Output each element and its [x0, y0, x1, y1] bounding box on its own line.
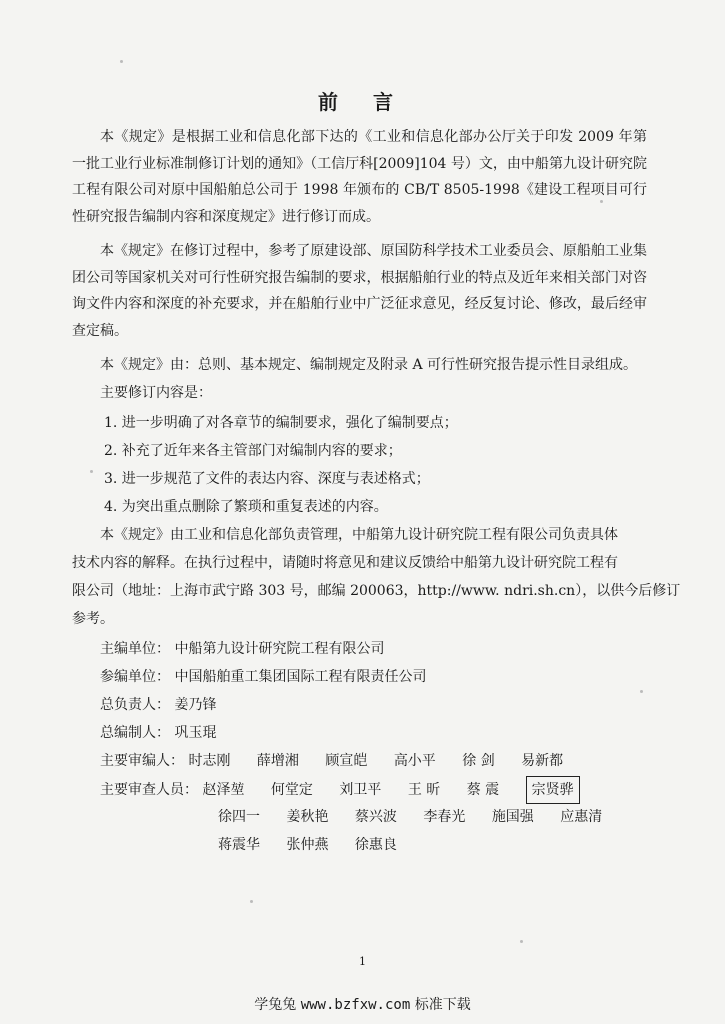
editor-name: 顾宣皑 [325, 753, 368, 769]
reviewer-name: 蔡兴波 [354, 809, 397, 825]
reviewer-name: 蔡 震 [466, 782, 500, 798]
list-item: 2. 补充了近年来各主管部门对编制内容的要求； [104, 443, 402, 459]
reviewer-name: 张仲燕 [286, 837, 329, 853]
paragraph-4: 主要修订内容是： [100, 385, 212, 401]
editor-name: 时志刚 [188, 753, 231, 769]
scan-speck [520, 940, 523, 943]
paragraph-5-line-2: 技术内容的解释。在执行过程中，请随时将意见和建议反馈给中船第九设计研究院工程有 [72, 555, 618, 571]
participating-unit: 参编单位： 中国船舶重工集团国际工程有限责任公司 [100, 669, 427, 685]
reviewer-name: 姜秋艳 [286, 809, 329, 825]
paragraph-5-line-4: 参考。 [72, 611, 114, 627]
editor-name: 薛增湘 [256, 753, 299, 769]
editor-name: 易新都 [521, 753, 564, 769]
paragraph-2: 本《规定》在修订过程中，参考了原建设部、原国防科学技术工业委员会、原船舶工业集团公司等国家机关对可行性研究报告编制的要求，根据船舶行业的特点及近年来相关部门对咨询文件内容和深度的补充要求，并在船舶行业中广泛征求意见，经反复讨论、修改，最后经审查定稿。 [72, 243, 647, 339]
footer-tagline: 标准下载 [414, 997, 471, 1013]
reviewer-name: 徐惠良 [354, 837, 397, 853]
reviewer-name-boxed: 宗贤骅 [526, 776, 580, 804]
chief-unit: 主编单位： 中船第九设计研究院工程有限公司 [100, 641, 385, 657]
reviewers-row-3 [218, 832, 419, 858]
reviewer-name: 应惠清 [560, 809, 603, 825]
reviewer-name: 何堂定 [270, 782, 313, 798]
paragraph-5-line-3: 限公司（地址：上海市武宁路 303 号，邮编 200063，http://www. ndri.sh.cn），以供今后修订 [72, 583, 681, 599]
page-title: 前 言 [318, 90, 407, 114]
reviewer-name: 蒋震华 [218, 837, 260, 853]
scan-speck [640, 690, 643, 693]
scan-speck [600, 200, 603, 203]
reviewer-name: 徐四一 [218, 809, 260, 825]
footer-watermark [0, 994, 725, 1014]
scan-speck [90, 470, 93, 473]
reviewer-name: 赵泽堃 [202, 782, 245, 798]
reviewers-row-2 [218, 804, 624, 830]
paragraph-3: 本《规定》由：总则、基本规定、编制规定及附录 A 可行性研究报告提示性目录组成。 [100, 357, 638, 373]
footer-url[interactable]: www.bzfxw.com [300, 997, 411, 1013]
reviewers-row-1 [100, 776, 602, 804]
list-item: 3. 进一步规范了文件的表达内容、深度与表述格式； [104, 471, 430, 487]
paragraph-1: 本《规定》是根据工业和信息化部下达的《工业和信息化部办公厅关于印发 2009 年第一批工业行业标准制修订计划的通知》（工信厅科[2009]104 号）文，由中船第九设计研究院工程有限公司对原中国船舶总公司于 1998 年颁布的 CB/T 8505-1998《建设工程项目可行性研究报告编制内容和深度规定》进行修订而成。 [72, 129, 647, 225]
paragraph-5-line-1: 本《规定》由工业和信息化部负责管理，中船第九设计研究院工程有限公司负责具体 [100, 527, 618, 543]
chief-leader: 总负责人： 姜乃锋 [100, 697, 217, 713]
reviewer-name: 施国强 [491, 809, 534, 825]
page-number: 1 [359, 955, 366, 968]
scan-speck [250, 900, 253, 903]
chief-compiler: 总编制人： 巩玉琨 [100, 725, 217, 741]
editor-name: 徐 剑 [462, 753, 495, 769]
list-item: 4. 为突出重点删除了繁琐和重复表述的内容。 [104, 499, 388, 515]
footer-site-name: 学兔兔 [254, 997, 297, 1013]
list-item: 1. 进一步明确了对各章节的编制要求，强化了编制要点； [104, 415, 458, 431]
reviewer-name: 刘卫平 [339, 782, 382, 798]
main-editors-row [100, 748, 585, 774]
reviewers-label: 主要审查人员： [100, 782, 198, 798]
reviewer-name: 李春光 [423, 809, 466, 825]
scan-speck [120, 60, 123, 63]
editor-name: 高小平 [393, 753, 436, 769]
reviewer-name: 王 昕 [407, 782, 441, 798]
main-editors-label: 主要审编人： [100, 753, 184, 769]
